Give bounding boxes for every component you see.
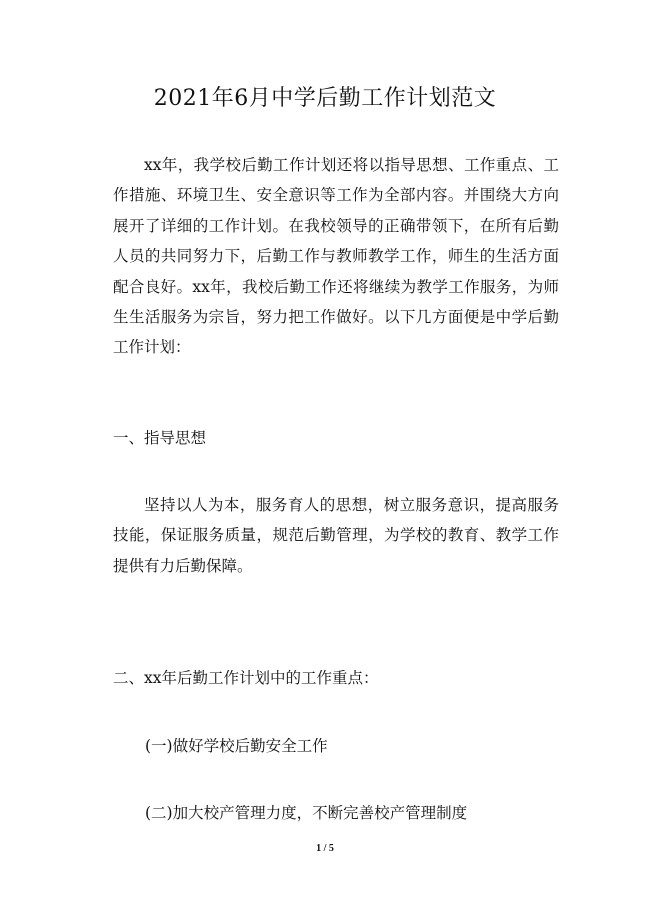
section-heading-work-focus: 二、xx年后勤工作计划中的工作重点： xyxy=(113,669,379,687)
work-focus-item: (一)做好学校后勤安全工作 xyxy=(145,737,328,755)
intro-paragraph: xx年，我学校后勤工作计划还将以指导思想、工作重点、工作措施、环境卫生、安全意识等工作为全部内容。并围绕大方向展开了详细的工作计划。在我校领导的正确带领下，在所有后勤人员的共同努力下，后勤工作与教师教学工作，师生的生活方面配合良好。xx年，我校后勤工作还将继续为教学工作服务，为师生生活服务为宗旨，努力把工作做好。以下几方面便是中学后勤工作计划： xyxy=(113,156,559,357)
section-heading-guiding-thought: 一、指导思想 xyxy=(113,429,207,447)
work-focus-item: (二)加大校产管理力度，不断完善校产管理制度 xyxy=(145,804,468,822)
document-title: 2021年6月中学后勤工作计划范文 xyxy=(153,86,497,111)
guiding-thought-paragraph: 坚持以人为本，服务育人的思想，树立服务意识，提高服务技能，保证服务质量，规范后勤管理，为学校的教育、教学工作提供有力后勤保障。 xyxy=(113,496,559,575)
page-indicator: 1 / 5 xyxy=(316,843,334,854)
